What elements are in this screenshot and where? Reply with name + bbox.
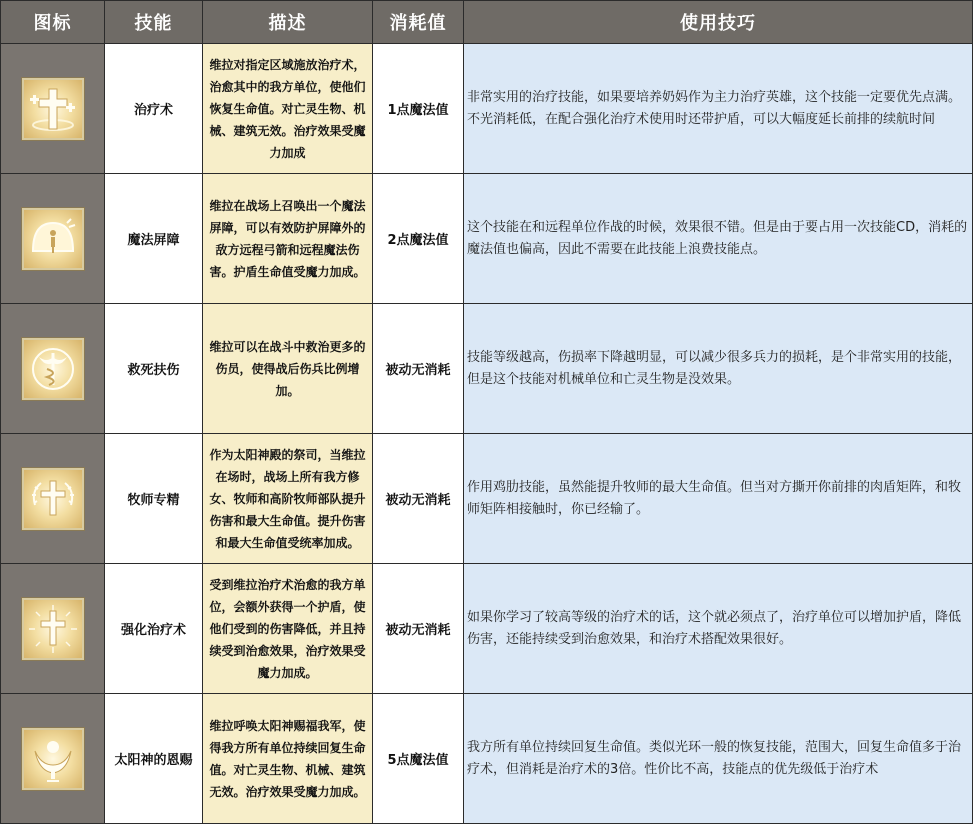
table-row <box>1 694 973 824</box>
sun-blessing-icon <box>22 728 84 790</box>
skill-name: 太阳神的恩赐 <box>105 694 203 824</box>
skill-description: 受到维拉治疗术治愈的我方单位，会额外获得一个护盾，使他们受到的伤害降低，并且持续受到治愈效果，治疗效果受魔力加成。 <box>209 577 366 680</box>
skill-cost: 5点魔法值 <box>373 694 464 824</box>
skill-description: 维拉在战场上召唤出一个魔法屏障，可以有效防护屏障外的敌方远程弓箭和远程魔法伤害。护盾生命值受魔力加成。 <box>209 198 366 279</box>
magic-barrier-icon <box>22 208 84 270</box>
skill-cost: 被动无消耗 <box>373 564 464 694</box>
skill-tips: 作用鸡肋技能，虽然能提升牧师的最大生命值。但当对方撕开你前排的肉盾矩阵，和牧师矩阵相接触时，你已经输了。 <box>464 434 973 564</box>
header-skill: 技能 <box>105 1 203 44</box>
skill-description: 维拉呼唤太阳神赐福我军，使得我方所有单位持续回复生命值。对亡灵生物、机械、建筑无效。治疗效果受魔力加成。 <box>209 718 366 799</box>
header-description: 描述 <box>203 1 373 44</box>
skill-name: 救死扶伤 <box>105 304 203 434</box>
skill-cost: 1点魔法值 <box>373 44 464 174</box>
priest-cross-icon <box>22 468 84 530</box>
skill-name: 治疗术 <box>105 44 203 174</box>
table-row <box>1 44 973 174</box>
skill-description: 作为太阳神殿的祭司，当维拉在场时，战场上所有我方修女、牧师和高阶牧师部队提升伤害和最大生命值。提升伤害和最大生命值受统率加成。 <box>209 447 366 550</box>
header-cost: 消耗值 <box>373 1 464 44</box>
skill-tips: 技能等级越高，伤损率下降越明显，可以减少很多兵力的损耗，是个非常实用的技能，但是这个技能对机械单位和亡灵生物是没效果。 <box>464 304 973 434</box>
radiant-cross-icon <box>22 598 84 660</box>
skill-name: 魔法屏障 <box>105 174 203 304</box>
skill-cost: 2点魔法值 <box>373 174 464 304</box>
skill-description: 维拉可以在战斗中救治更多的伤员，使得战后伤兵比例增加。 <box>209 339 366 398</box>
skill-name: 强化治疗术 <box>105 564 203 694</box>
skill-description: 维拉对指定区域施放治疗术，治愈其中的我方单位，使他们恢复生命值。对亡灵生物、机械、建筑无效。治疗效果受魔力加成 <box>209 57 366 160</box>
skill-tips: 我方所有单位持续回复生命值。类似光环一般的恢复技能，范围大，回复生命值多于治疗术，但消耗是治疗术的3倍。性价比不高，技能点的优先级低于治疗术 <box>464 694 973 824</box>
table-row <box>1 304 973 434</box>
skill-cost: 被动无消耗 <box>373 434 464 564</box>
header-row <box>1 1 973 44</box>
skill-tips: 如果你学习了较高等级的治疗术的话，这个就必须点了，治疗单位可以增加护盾，降低伤害，还能持续受到治愈效果，和治疗术搭配效果很好。 <box>464 564 973 694</box>
skill-tips: 这个技能在和远程单位作战的时候，效果很不错。但是由于要占用一次技能CD，消耗的魔法值也偏高，因此不需要在此技能上浪费技能点。 <box>464 174 973 304</box>
table-row <box>1 174 973 304</box>
skill-name: 牧师专精 <box>105 434 203 564</box>
header-tips: 使用技巧 <box>464 1 973 44</box>
caduceus-icon <box>22 338 84 400</box>
table-row <box>1 564 973 694</box>
skill-cost: 被动无消耗 <box>373 304 464 434</box>
header-icon: 图标 <box>1 1 105 44</box>
skill-tips: 非常实用的治疗技能，如果要培养奶妈作为主力治疗英雄，这个技能一定要优先点满。不光消耗低，在配合强化治疗术使用时还带护盾，可以大幅度延长前排的续航时间 <box>464 44 973 174</box>
healing-cross-icon <box>22 78 84 140</box>
table-row <box>1 434 973 564</box>
